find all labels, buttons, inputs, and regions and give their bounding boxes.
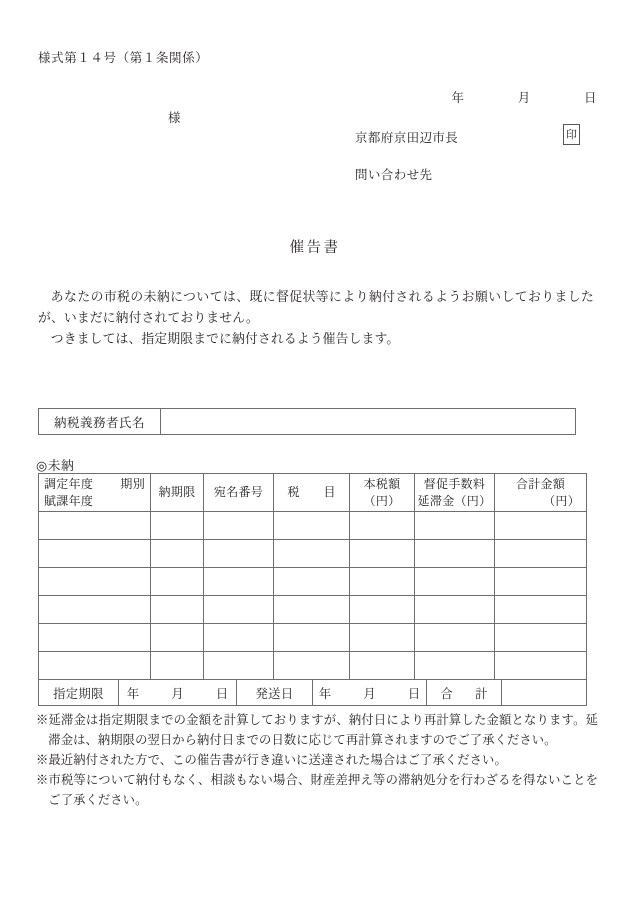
table-cell[interactable] — [350, 652, 415, 680]
taxpayer-name-label: 納税義務者氏名 — [39, 409, 161, 434]
col-header-fiscal-year — [39, 474, 151, 512]
form-number: 様式第１４号（第１条関係） — [38, 51, 209, 65]
table-cell[interactable] — [204, 652, 274, 680]
table-row — [39, 540, 587, 568]
page-title: 催告書 — [289, 240, 341, 256]
table-cell[interactable] — [495, 540, 587, 568]
col-header-tax-item-text: 税 目 — [287, 485, 342, 499]
footer-row — [39, 680, 587, 706]
table-cell[interactable] — [39, 624, 151, 652]
deadline-date-field[interactable] — [119, 680, 237, 706]
total-value-field[interactable] — [502, 680, 587, 706]
sent-date-label: 発送日 — [237, 680, 313, 706]
note-item: ※最近納付された方で、この催告書が行き違いに送達された場合はご了承ください。 — [36, 753, 507, 767]
date-day-label: 日 — [583, 91, 597, 105]
table-cell[interactable] — [151, 540, 204, 568]
deadline-month-label: 月 — [171, 686, 184, 701]
table-cell[interactable] — [415, 568, 495, 596]
table-cell[interactable] — [204, 596, 274, 624]
col-header-reminder-fee-line1: 督促手数料 — [423, 476, 486, 491]
col-header-installment-text: 期別 — [120, 476, 145, 491]
table-row — [39, 568, 587, 596]
table-row — [39, 624, 587, 652]
table-cell[interactable] — [274, 624, 350, 652]
deadline-label: 指定期限 — [39, 680, 119, 706]
table-cell[interactable] — [151, 624, 204, 652]
col-header-principal-tax-line1: 本税額 — [363, 476, 401, 491]
table-cell[interactable] — [274, 512, 350, 540]
table-cell[interactable] — [415, 624, 495, 652]
table-cell[interactable] — [495, 512, 587, 540]
issue-date-line — [451, 88, 597, 106]
table-cell[interactable] — [415, 512, 495, 540]
note-item: ※市税等について納付もなく、相談もない場合、財産差押え等の滞納処分を行わざるを得ないことをご了承ください。 — [36, 773, 598, 807]
unpaid-table-body — [39, 512, 587, 680]
col-header-address-number: 宛名番号 — [204, 474, 274, 512]
note-item: ※延滞金は指定期限までの金額を計算しておりますが、納付日により再計算した金額となります。延滞金は、納期限の翌日から納付日までの日数に応じて再計算されますのでご了承ください。 — [36, 713, 598, 747]
unpaid-table — [38, 473, 587, 680]
table-cell[interactable] — [204, 624, 274, 652]
table-cell[interactable] — [204, 512, 274, 540]
contact-label: 問い合わせ先 — [355, 168, 433, 182]
table-cell[interactable] — [350, 624, 415, 652]
table-cell[interactable] — [39, 540, 151, 568]
taxpayer-name-field[interactable] — [161, 409, 575, 434]
col-header-assessment-year-text: 調定年度 — [44, 476, 94, 491]
issuer-name: 京都府京田辺市長 — [355, 131, 459, 145]
table-cell[interactable] — [274, 596, 350, 624]
table-cell[interactable] — [274, 652, 350, 680]
taxpayer-name-box — [38, 408, 576, 435]
table-cell[interactable] — [151, 512, 204, 540]
body-text — [38, 287, 594, 350]
table-cell[interactable] — [39, 512, 151, 540]
table-cell[interactable] — [151, 568, 204, 596]
date-month-label: 月 — [517, 91, 531, 105]
col-header-principal-tax-line2: （円） — [363, 493, 401, 508]
unpaid-table-wrapper — [38, 473, 586, 706]
sent-day-label: 日 — [407, 686, 421, 701]
table-cell[interactable] — [151, 596, 204, 624]
table-row — [39, 652, 587, 680]
table-cell[interactable] — [495, 652, 587, 680]
table-cell[interactable] — [151, 652, 204, 680]
col-header-principal-tax — [350, 474, 415, 512]
table-header-row — [39, 474, 587, 512]
table-cell[interactable] — [274, 540, 350, 568]
unpaid-table-footer — [38, 679, 587, 706]
table-cell[interactable] — [495, 624, 587, 652]
table-cell[interactable] — [350, 568, 415, 596]
unpaid-section-heading: ◎未納 — [36, 459, 75, 473]
table-cell[interactable] — [415, 652, 495, 680]
col-header-late-charge-line2: 延滞金（円） — [417, 493, 492, 508]
table-cell[interactable] — [274, 568, 350, 596]
sent-month-label: 月 — [363, 686, 376, 701]
deadline-year-label: 年 — [126, 686, 140, 701]
date-year-label: 年 — [451, 91, 465, 105]
deadline-day-label: 日 — [215, 686, 229, 701]
table-row — [39, 596, 587, 624]
col-header-total-amount — [495, 474, 587, 512]
total-label-text: 合 計 — [440, 686, 493, 701]
table-cell[interactable] — [495, 568, 587, 596]
table-cell[interactable] — [350, 540, 415, 568]
col-header-levy-year-text: 賦課年度 — [44, 493, 94, 508]
table-cell[interactable] — [39, 596, 151, 624]
table-cell[interactable] — [415, 596, 495, 624]
table-row — [39, 512, 587, 540]
table-cell[interactable] — [204, 568, 274, 596]
body-paragraph-2: つきましては、指定期限までに納付されるよう催告します。 — [50, 332, 400, 346]
table-cell[interactable] — [495, 596, 587, 624]
total-label — [427, 680, 502, 706]
body-paragraph-1: あなたの市税の未納については、既に督促状等により納付されるようお願いしておりましたが、いまだに納付されておりません。 — [38, 290, 594, 325]
table-cell[interactable] — [415, 540, 495, 568]
table-cell[interactable] — [350, 596, 415, 624]
col-header-total-amount-line1: 合計金額 — [515, 476, 566, 491]
col-header-fees-and-late-charges — [415, 474, 495, 512]
col-header-tax-item — [274, 474, 350, 512]
recipient-honorific: 様 — [168, 111, 181, 125]
col-header-total-amount-line2: （円） — [543, 493, 580, 508]
seal-box: 印 — [563, 124, 580, 145]
sent-year-label: 年 — [318, 686, 332, 701]
col-header-due-date: 納期限 — [151, 474, 204, 512]
table-cell[interactable] — [39, 568, 151, 596]
notes-section — [36, 710, 598, 810]
sent-date-field[interactable] — [313, 680, 427, 706]
table-cell[interactable] — [39, 652, 151, 680]
table-cell[interactable] — [350, 512, 415, 540]
table-cell[interactable] — [204, 540, 274, 568]
